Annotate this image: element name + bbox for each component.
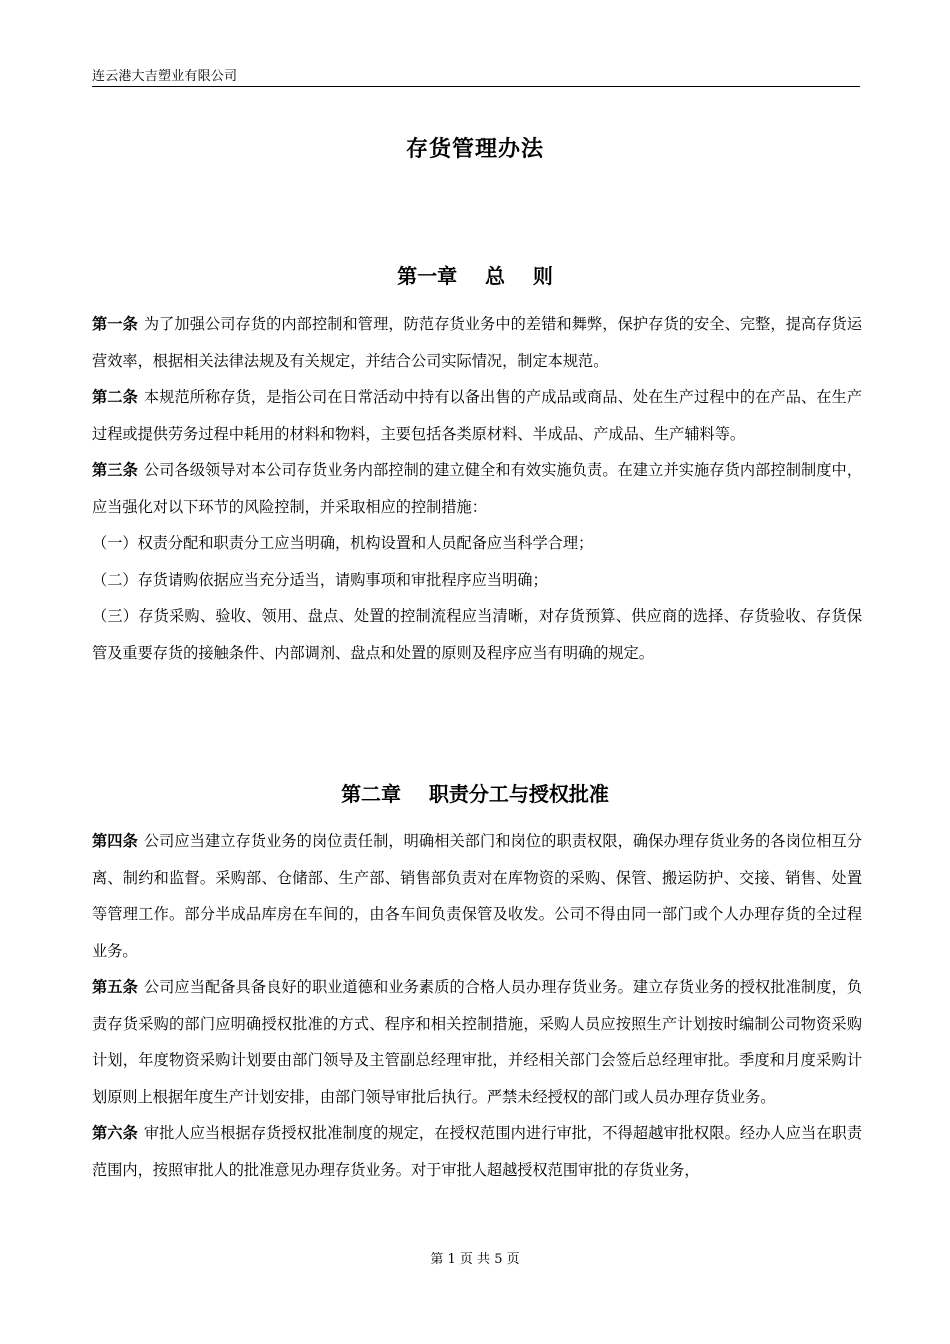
list-item: [92, 525, 862, 562]
article-paragraph: [92, 823, 862, 969]
list-item-text: （二）存货请购依据应当充分适当，请购事项和审批程序应当明确；: [92, 570, 548, 589]
chapter-1-body: [92, 306, 862, 671]
article-number: 第六条: [92, 1124, 138, 1142]
article-paragraph: [92, 452, 862, 525]
chapter-heading: 第一章 总 则: [397, 264, 553, 288]
chapter-2-body: [92, 823, 862, 1188]
document-title: 存货管理办法: [405, 137, 544, 162]
article-paragraph: [92, 969, 862, 1115]
list-item: [92, 598, 862, 671]
chapter-heading: 第二章 职责分工与授权批准: [341, 782, 609, 806]
article-text: 公司应当建立存货业务的岗位责任制，明确相关部门和岗位的职责权限，确保办理存货业务的各岗位相互分离、制约和监督。采购部、仓储部、生产部、销售部负责对在库物资的采购、保管、搬运防护、交接、销售、处置等管理工作。部分半成品库房在车间的，由各车间负责保管及收发。公司不得由同一部门或个人办理存货的全过程业务。: [92, 832, 863, 960]
article-text: 公司各级领导对本公司存货业务内部控制的建立健全和有效实施负责。在建立并实施存货内部控制制度中，应当强化对以下环节的风险控制，并采取相应的控制措施：: [92, 461, 863, 516]
list-item-text: （一）权责分配和职责分工应当明确，机构设置和人员配备应当科学合理；: [92, 534, 594, 552]
article-text: 审批人应当根据存货授权批准制度的规定，在授权范围内进行审批，不得超越审批权限。经办人应当在职责范围内，按照审批人的批准意见办理存货业务。对于审批人超越授权范围审批的存货业务，: [92, 1124, 863, 1179]
article-number: 第四条: [92, 832, 138, 850]
article-number: 第二条: [92, 388, 138, 406]
list-item: [92, 562, 862, 599]
article-text: 为了加强公司存货的内部控制和管理，防范存货业务中的差错和舞弊，保护存货的安全、完整，提高存货运营效率，根据相关法律法规及有关规定，并结合公司实际情况，制定本规范。: [92, 315, 863, 370]
header-company: 连云港大吉塑业有限公司: [92, 69, 238, 84]
article-text: 公司应当配备具备良好的职业道德和业务素质的合格人员办理存货业务。建立存货业务的授权批准制度，负责存货采购的部门应明确授权批准的方式、程序和相关控制措施，采购人员应按照生产计划按时编制公司物资采购计划，年度物资采购计划要由部门领导及主管副总经理审批，并经相关部门会签后总经理审批。季度和月度采购计划原则上根据年度生产计划安排，由部门领导审批后执行。严禁未经授权的部门或人员办理存货业务。: [92, 978, 863, 1106]
article-number: 第五条: [92, 978, 138, 996]
article-paragraph: [92, 1115, 862, 1188]
article-number: 第三条: [92, 461, 138, 479]
article-paragraph: [92, 306, 862, 379]
page-number: 第 1 页 共 5 页: [430, 1252, 520, 1267]
article-text: 本规范所称存货，是指公司在日常活动中持有以备出售的产成品或商品、处在生产过程中的在产品、在生产过程或提供劳务过程中耗用的材料和物料，主要包括各类原材料、半成品、产成品、生产辅料等。: [92, 388, 863, 443]
article-number: 第一条: [92, 315, 138, 333]
page-header: [92, 66, 860, 87]
list-item-text: （三）存货采购、验收、领用、盘点、处置的控制流程应当清晰，对存货预算、供应商的选择、存货验收、存货保管及重要存货的接触条件、内部调剂、盘点和处置的原则及程序应当有明确的规定。: [92, 607, 862, 662]
article-paragraph: [92, 379, 862, 452]
